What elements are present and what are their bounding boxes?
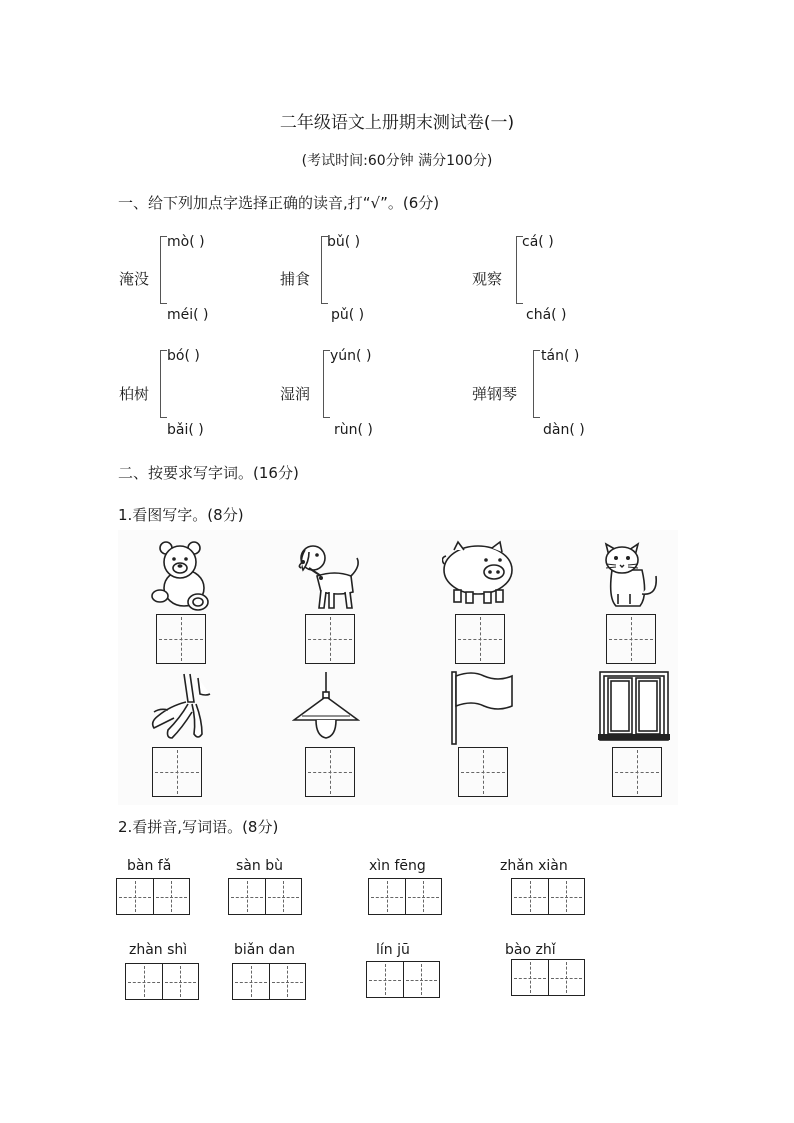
- pig-icon: [442, 540, 518, 606]
- pinyin-label: zhǎn xiàn: [500, 858, 568, 874]
- item-word: 柏树: [119, 385, 150, 403]
- pinyin-option[interactable]: tán( ): [541, 348, 580, 364]
- pinyin-option[interactable]: cá( ): [522, 234, 554, 250]
- pinyin-option[interactable]: yún( ): [330, 348, 372, 364]
- word-writing-box[interactable]: [511, 878, 585, 915]
- word-writing-box[interactable]: [511, 959, 585, 996]
- pinyin-label: lín jū: [376, 942, 410, 958]
- word-writing-box[interactable]: [368, 878, 442, 915]
- cat-icon: [598, 538, 662, 610]
- writing-grid[interactable]: [612, 747, 662, 797]
- pinyin-label: sàn bù: [236, 858, 283, 874]
- writing-grid[interactable]: [305, 747, 355, 797]
- section-1-heading: 一、给下列加点字选择正确的读音,打“√”。(6分): [118, 194, 440, 212]
- item-word: 观察: [472, 270, 503, 288]
- window-icon: [598, 670, 670, 742]
- item-word: 淹没: [119, 270, 150, 288]
- item-word: 弹钢琴: [472, 385, 518, 403]
- pinyin-option[interactable]: rùn( ): [334, 422, 373, 438]
- bear-icon: [148, 538, 214, 612]
- pinyin-label: bào zhǐ: [505, 942, 556, 958]
- pinyin-option[interactable]: bǎi( ): [167, 422, 204, 438]
- brace: [323, 350, 330, 418]
- dog-icon: [295, 540, 365, 612]
- pinyin-option[interactable]: bó( ): [167, 348, 200, 364]
- word-writing-box[interactable]: [228, 878, 302, 915]
- item-word: 捕食: [280, 270, 311, 288]
- pinyin-option[interactable]: dàn( ): [543, 422, 585, 438]
- pinyin-option[interactable]: méi( ): [167, 307, 209, 323]
- writing-grid[interactable]: [606, 614, 656, 664]
- pinyin-label: biǎn dan: [234, 942, 296, 958]
- section-2-heading: 二、按要求写字词。(16分): [118, 464, 299, 482]
- writing-grid[interactable]: [156, 614, 206, 664]
- exam-info: (考试时间:60分钟 满分100分): [301, 153, 493, 169]
- brace: [160, 350, 167, 418]
- part-1-heading: 1.看图写字。(8分): [118, 506, 244, 524]
- writing-grid[interactable]: [152, 747, 202, 797]
- word-writing-box[interactable]: [125, 963, 199, 1000]
- item-word: 湿润: [280, 385, 311, 403]
- writing-grid[interactable]: [455, 614, 505, 664]
- flag-icon: [450, 670, 516, 746]
- lamp-icon: [292, 672, 360, 742]
- pinyin-option[interactable]: mò( ): [167, 234, 205, 250]
- part-2-heading: 2.看拼音,写词语。(8分): [118, 818, 279, 836]
- pinyin-label: xìn fēng: [369, 858, 426, 874]
- pinyin-label: bàn fǎ: [127, 858, 172, 874]
- word-writing-box[interactable]: [366, 961, 440, 998]
- pinyin-option[interactable]: chá( ): [526, 307, 567, 323]
- word-writing-box[interactable]: [116, 878, 190, 915]
- word-writing-box[interactable]: [232, 963, 306, 1000]
- brace: [160, 236, 167, 304]
- brace: [533, 350, 540, 418]
- writing-grid[interactable]: [458, 747, 508, 797]
- writing-grid[interactable]: [305, 614, 355, 664]
- pinyin-option[interactable]: pǔ( ): [331, 307, 365, 323]
- claw-icon: [140, 672, 216, 742]
- pinyin-option[interactable]: bǔ( ): [327, 234, 361, 250]
- page-title: 二年级语文上册期末测试卷(一): [279, 113, 515, 133]
- pinyin-label: zhàn shì: [129, 942, 188, 958]
